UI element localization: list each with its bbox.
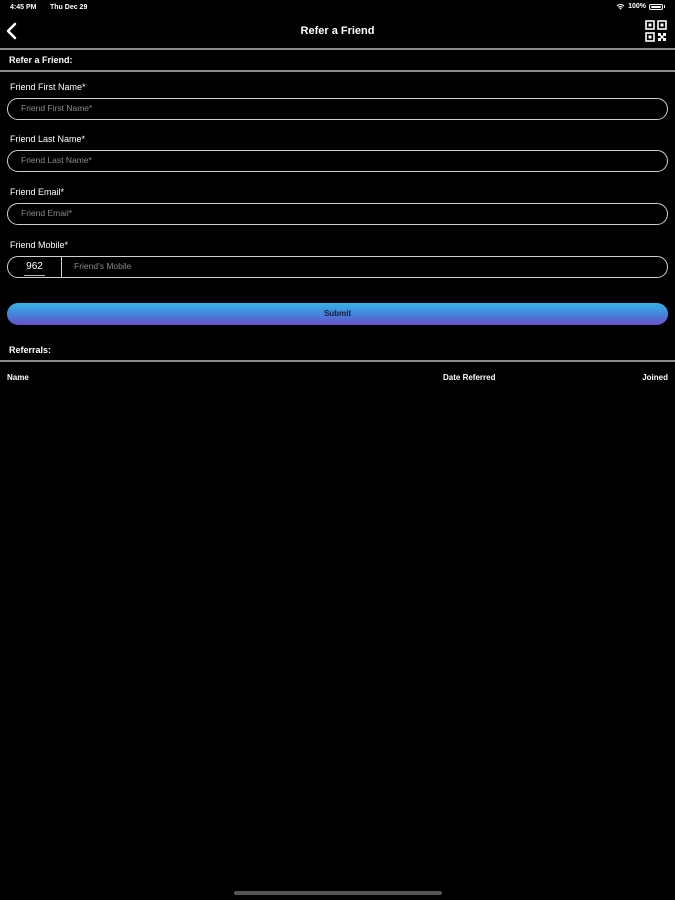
first-name-label: Friend First Name* (10, 82, 86, 92)
page-title: Refer a Friend (300, 25, 375, 37)
last-name-field[interactable]: Friend Last Name* (7, 150, 668, 172)
mobile-field (7, 256, 668, 278)
country-code-value: 962 (26, 261, 43, 272)
email-label: Friend Email* (10, 187, 65, 197)
email-field[interactable]: Friend Email* (7, 203, 668, 225)
country-code-underline (24, 275, 45, 276)
submit-button[interactable]: Submit (7, 303, 668, 325)
column-header-date-referred: Date Referred (443, 373, 496, 382)
wifi-icon (616, 3, 625, 10)
first-name-field[interactable]: Friend First Name* (7, 98, 668, 120)
refer-section-divider (0, 70, 675, 72)
battery-icon (649, 4, 663, 10)
last-name-label: Friend Last Name* (10, 134, 86, 144)
battery-percent: 100% (628, 3, 646, 10)
column-header-joined: Joined (642, 373, 668, 382)
home-indicator[interactable] (234, 891, 442, 895)
status-bar (0, 0, 675, 16)
country-code-selector[interactable] (8, 257, 62, 277)
mobile-label: Friend Mobile* (10, 240, 69, 250)
status-indicators (616, 3, 665, 10)
nav-bar (0, 16, 675, 48)
mobile-input[interactable]: Friend's Mobile (74, 261, 132, 271)
referrals-divider (0, 360, 675, 362)
status-time: 4:45 PM (10, 4, 37, 11)
battery-tip (664, 5, 665, 8)
referrals-section-title: Referrals: (9, 345, 52, 355)
column-header-name: Name (7, 373, 29, 382)
status-date: Thu Dec 29 (50, 4, 88, 11)
battery-level (651, 6, 661, 8)
refer-section-title: Refer a Friend: (9, 55, 73, 65)
nav-divider (0, 48, 675, 50)
qr-code-icon[interactable] (645, 20, 667, 42)
